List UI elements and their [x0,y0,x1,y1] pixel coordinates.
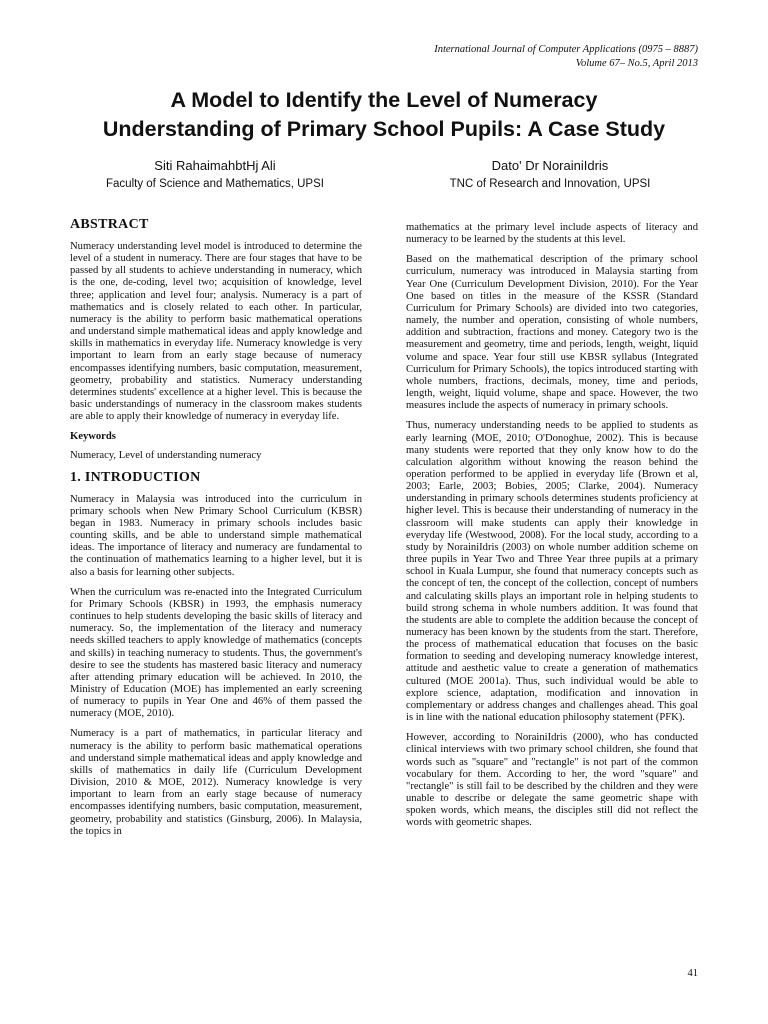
body-paragraph: mathematics at the primary level include aspects of literacy and numeracy to be learned by the students at this level. [406,222,698,246]
keywords-text: Numeracy, Level of understanding numeracy [70,449,262,461]
intro-paragraph: Numeracy in Malaysia was introduced into the curriculum in primary schools when New Primary School Curriculum (KBSR) began in 1983. Numeracy in primary schools includes basic counting skills, and be able to understand simple mathematical ideas. The importance of literacy and numeracy are fundamental to the continuation of mathematics learning to a higher level, but it is also a basis for learning other subjects. [70,493,362,578]
abstract-text: Numeracy understanding level model is introduced to determine the level of a student in numeracy. There are four stages that have to be passed by all students to achieve understanding in numeracy, which is the one, de-coding, level two; acquisition of knowledge, level three; application and level four; analysis. Numeracy is a part of mathematics and is closely related to each other. In particular, numeracy is the ability to perform basic mathematical operations and understand simple mathematical ideas and apply knowledge and skills in mathematics in everyday life. Numeracy knowledge is very important to learn from an early stage because of numeracy encompasses identifying numbers, basic computation, measurement, geometry, probability and statistics. Numeracy understanding determines students' excellence at a higher level. This is because the basic understandings of numeracy in the classroom makes students are able to apply their knowledge of numeracy in everyday life. [70,241,362,423]
intro-paragraph: Numeracy is a part of mathematics, in particular literacy and numeracy is the ability to perform basic mathematical operations and understand simple mathematical ideas and apply knowledge and skills of mathematics in daily life (Curriculum Development Division, 2010 & MOE, 2012). Numeracy knowledge is very important to learn from an early stage because of numeracy encompasses identifying numbers, basic computation, measurement, geometry, probability and statistics (Ginsburg, 2006). In Malaysia, the topics in [70,728,362,837]
journal-name: International Journal of Computer Applications (0975 – 8887) [434,44,698,55]
journal-header [434,43,698,71]
left-column [70,217,362,846]
author-affiliation: Faculty of Science and Mathematics, UPSI [106,178,324,190]
page-number: 41 [687,968,698,979]
journal-volume: Volume 67– No.5, April 2013 [575,58,698,69]
paper-title [0,86,768,144]
body-paragraph: Thus, numeracy understanding needs to be applied to students as early learning (MOE, 2010; O'Donoghue, 2002). This is because many students were reported that they only know how to do the calculation algorithm without knowing the reason behind the operation performed to be applied in everyday life (Brown et al, 2003; Earle, 2003; Bobies, 2005; Clarke, 2004). Numeracy understanding in primary schools determines students proficiency at higher level. This is because their understanding of numeracy in the classroom will make students can apply their knowledge in everyday life (Westwood, 2008). For the local study, according to a study by NorainiIdris (2003) on whole number addition scheme on three pupils in Year Two and Three Year three pupils at a primary school in Kuala Lumpur, she found that numeracy concepts such as the concept of ten, the concept of the collection, concept of numbers and calculating skills plays an important role in helping students to build strong schema in whole numbers addition. It was found that the students are able to complete the addition because the concept of numeracy has been known by the students from the start. Therefore, the process of mathematical education that focuses on the basic formation to seeding and developing numeracy knowledge interest, attitude and aesthetic value to create a generation of mathematics cultured (MOE 2001a). Thus, such individual would be able to explore science, adaptation, modification and innovation in complementary or address changes and challenges ahead. This goal is in line with the national education philosophy statement (PFK). [406,420,698,724]
abstract-heading: ABSTRACT [70,217,149,232]
introduction-heading: 1. INTRODUCTION [70,469,201,485]
author-name: Dato' Dr NorainiIdris [491,158,609,173]
body-paragraph: Based on the mathematical description of the primary school curriculum, numeracy was introduced in Malaysia starting from Year One (Curriculum Development Division, 2010). For the Year One based on titles in the measure of the KSSR (Standard Curriculum for Primary Schools) are divided into two categories, namely, the number and operation, consisting of whole numbers, addition and subtraction, fractions and money. Category two is the measurement and geometry, time and periods, length, weight, liquid volume and space. Year four still use KBSR syllabus (Integrated Curriculum for Primary Schools), the topics introduced starting with whole numbers, fractions, decimals, money, time and periods, length, weight, liquid volume, shape and space. However, the two measures include the aspects of numeracy in primary schools. [406,254,698,412]
right-column [406,222,698,838]
keywords-heading: Keywords [70,431,116,443]
author-affiliation: TNC of Research and Innovation, UPSI [449,178,651,190]
intro-paragraph: When the curriculum was re-enacted into the Integrated Curriculum for Primary Schools (KBSR) in 1993, the emphasis numeracy continues to help students developing the basic skills of literacy and numeracy. So, the implementation of the literacy and numeracy needs skilled teachers to apply knowledge of mathematics (concepts and skills) in teaching numeracy to students. Thus, the government's desire to see the students has mastered basic literacy and numeracy after attending primary education will be achieved. In 2010, the Ministry of Education (MOE) has implemented an early screening of numeracy to pupils in Year One and 46% of them passed the numeracy (MOE, 2010). [70,586,362,720]
author-name: Siti RahaimahbtHj Ali [154,158,276,173]
title-line-1: A Model to Identify the Level of Numeracy [170,88,598,112]
body-paragraph: However, according to NorainiIdris (2000), who has conducted clinical interviews with two primary school children, she found that words such as "square" and "rectangle" is not part of the common vocabulary for them. According to her, the word "square" and "rectangle" is still fail to be described by the children and they were unable to describe or delegate the same geometric shape with spoken words, which means, the disciples still did not reflect the words with geometric shapes. [406,732,698,829]
author-block-1 [90,157,340,193]
title-line-2: Understanding of Primary School Pupils: A Case Study [102,117,666,141]
author-block-2 [400,157,700,193]
